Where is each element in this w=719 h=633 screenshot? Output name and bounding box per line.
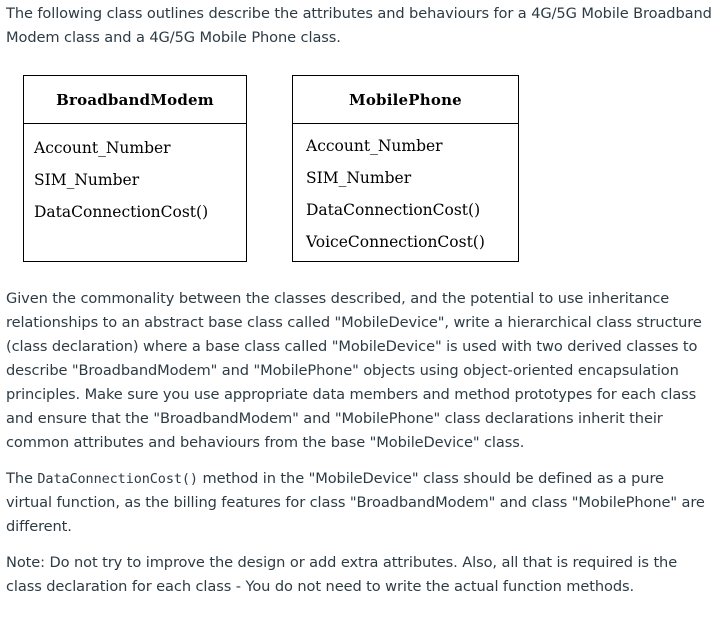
uml-member: Account_Number bbox=[34, 139, 171, 157]
intro-paragraph: The following class outlines describe the attributes and behaviours for a 4G/5G Mobile Broadband Modem class and a 4G/5G Mobile Phone class. bbox=[6, 5, 712, 46]
uml-class-members bbox=[24, 124, 246, 232]
note-paragraph: Note: Do not try to improve the design or add extra attributes. Also, all that is required is the class declaration for each class - You do not need to write the actual function methods. bbox=[6, 554, 678, 595]
uml-class-members bbox=[293, 124, 518, 262]
pure-prefix: The bbox=[6, 470, 38, 487]
uml-method: DataConnectionCost() bbox=[306, 201, 481, 219]
uml-class-mobile-phone bbox=[292, 75, 519, 262]
uml-method: DataConnectionCost() bbox=[34, 203, 209, 221]
inline-code: DataConnectionCost() bbox=[37, 471, 198, 487]
task-paragraph: Given the commonality between the classes described, and the potential to use inheritance relationships to an abstract base class called "MobileDevice", write a hierarchical class structure (class declaration) where a base class called "MobileDevice" is used with two derived classes to describe "BroadbandModem" and "MobilePhone" objects using object-oriented encapsulation principles. Make sure you use appropriate data members and method prototypes for each class and ensure that the "BroadbandModem" and "MobilePhone" class declarations inherit their common attributes and behaviours from the base "MobileDevice" class. bbox=[6, 290, 702, 451]
uml-method: VoiceConnectionCost() bbox=[306, 233, 485, 251]
uml-class-title: MobilePhone bbox=[293, 76, 518, 124]
uml-class-broadband-modem bbox=[23, 75, 247, 262]
uml-member: Account_Number bbox=[306, 137, 443, 155]
uml-member: SIM_Number bbox=[306, 169, 412, 187]
pure-suffix: method in the "MobileDevice" class should be defined as a pure virtual function, as the billing features for class "BroadbandModem" and class "MobilePhone" are different. bbox=[6, 470, 705, 535]
pure-virtual-paragraph bbox=[6, 467, 713, 539]
uml-class-title: BroadbandModem bbox=[24, 76, 246, 124]
uml-member: SIM_Number bbox=[34, 171, 140, 189]
